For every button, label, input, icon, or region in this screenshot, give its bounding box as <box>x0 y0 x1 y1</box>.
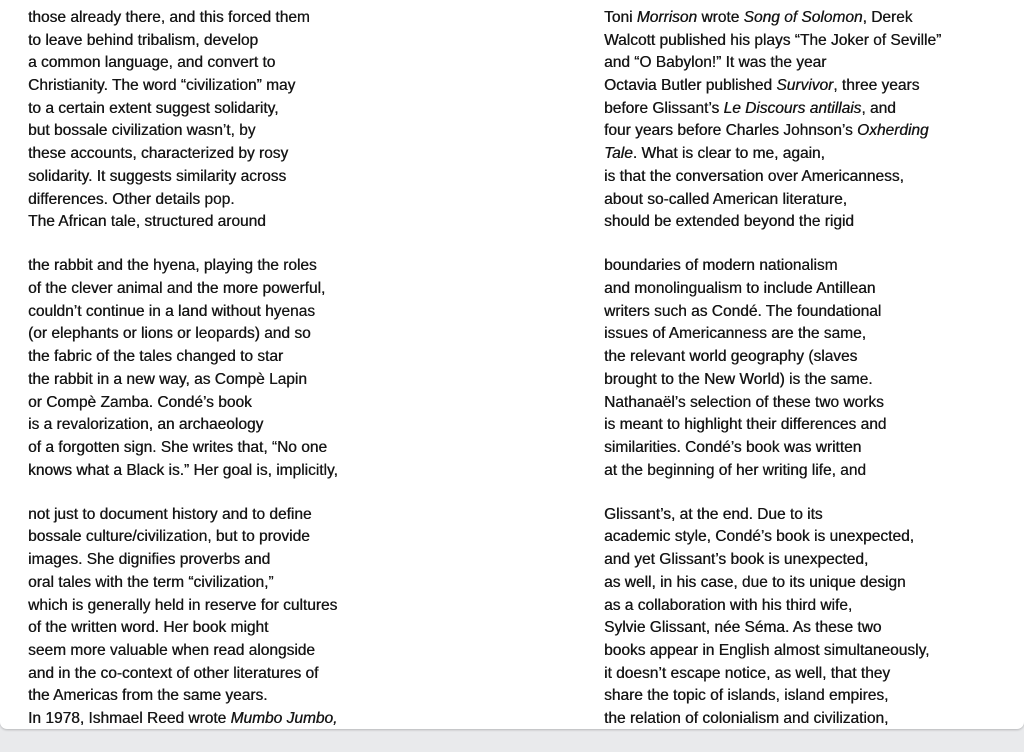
text-segment: these accounts, characterized by rosy <box>28 145 289 163</box>
text-line <box>604 685 941 708</box>
text-line <box>604 392 941 415</box>
text-segment: a common language, and convert to <box>28 54 276 72</box>
text-line <box>28 663 338 686</box>
text-segment: those already there, and this forced them <box>28 9 310 26</box>
text-line <box>28 504 338 527</box>
text-line <box>28 708 338 731</box>
text-line <box>604 414 941 437</box>
text-segment: , and <box>861 99 896 117</box>
text-line <box>604 278 941 301</box>
text-segment: solidarity. It suggests similarity across <box>28 167 287 185</box>
text-line <box>28 392 338 415</box>
text-segment: (or elephants or lions or leopards) and so <box>28 325 311 343</box>
text-segment: should be extended beyond the rigid <box>604 213 854 231</box>
text-line <box>28 323 338 346</box>
text-segment: of a forgotten sign. She writes that, “No one <box>28 438 327 456</box>
text-segment: or Compè Zamba. Condé’s book <box>28 393 252 411</box>
text-segment: as a collaboration with his third wife, <box>604 596 853 614</box>
text-segment: the relevant world geography (slaves <box>604 348 858 366</box>
paragraph <box>604 7 941 234</box>
text-line <box>28 346 338 369</box>
text-segment: Octavia Butler published <box>604 77 777 95</box>
paragraph <box>28 504 338 731</box>
text-line <box>604 437 941 460</box>
text-segment: is a revalorization, an archaeology <box>28 416 264 434</box>
text-line <box>604 98 941 121</box>
text-line <box>604 166 941 189</box>
paragraph <box>28 255 338 482</box>
text-line <box>604 7 941 30</box>
text-segment: at the beginning of her writing life, and <box>604 461 866 479</box>
text-line <box>604 30 941 53</box>
text-segment: and monolingualism to include Antillean <box>604 280 876 298</box>
paragraph <box>604 255 941 482</box>
italic-text-segment: Morrison <box>636 9 698 26</box>
text-segment: before Glissant’s <box>604 99 724 117</box>
text-segment: images. She dignifies proverbs and <box>28 551 271 569</box>
text-segment: and in the co-context of other literatures of <box>28 664 319 682</box>
text-line <box>28 30 338 53</box>
italic-text-segment: Survivor <box>776 77 834 95</box>
text-segment: In 1978, Ishmael Reed wrote <box>28 709 231 727</box>
italic-text-segment: Le Discours antillais <box>723 99 862 117</box>
text-segment: to leave behind tribalism, develop <box>28 31 259 49</box>
text-line <box>604 323 941 346</box>
text-line <box>28 98 338 121</box>
text-segment: and “O Babylon!” It was the year <box>604 54 827 72</box>
text-line <box>28 255 338 278</box>
text-line <box>604 52 941 75</box>
text-segment: but bossale civilization wasn’t, by <box>28 122 256 140</box>
text-segment: of the written word. Her book might <box>28 619 269 637</box>
text-line <box>28 685 338 708</box>
text-segment: , three years <box>833 77 920 95</box>
text-line <box>28 595 338 618</box>
text-line <box>28 617 338 640</box>
text-column-right <box>604 7 941 752</box>
text-segment: Toni <box>604 9 637 26</box>
text-line <box>28 7 338 30</box>
text-segment: Walcott published his plays “The Joker of Seville” <box>604 31 942 49</box>
text-segment: The African tale, structured around <box>28 213 266 231</box>
italic-text-segment: Tale <box>604 145 633 163</box>
text-segment: not just to document history and to define <box>28 505 312 523</box>
text-segment: is that the conversation over Americanness, <box>604 167 904 185</box>
text-line <box>604 143 941 166</box>
text-line <box>28 211 338 234</box>
text-line <box>604 460 941 483</box>
text-line <box>28 75 338 98</box>
text-segment: Sylvie Glissant, née Séma. As these two <box>604 619 882 637</box>
text-line <box>604 572 941 595</box>
italic-text-segment: Song of Solomon <box>743 9 863 26</box>
text-line <box>28 460 338 483</box>
text-line <box>604 189 941 212</box>
text-segment: it doesn’t escape notice, as well, that they <box>604 664 891 682</box>
text-segment: the fabric of the tales changed to star <box>28 348 284 366</box>
text-line <box>604 346 941 369</box>
text-segment: to a certain extent suggest solidarity, <box>28 99 279 117</box>
paragraph <box>604 504 941 731</box>
text-segment: share the topic of islands, island empires, <box>604 687 889 705</box>
text-line <box>604 255 941 278</box>
text-line <box>28 52 338 75</box>
text-segment: Glissant’s, at the end. Due to its <box>604 505 823 523</box>
text-segment: the rabbit in a new way, as Compè Lapin <box>28 370 307 388</box>
text-segment: boundaries of modern nationalism <box>604 257 838 275</box>
text-line <box>604 120 941 143</box>
text-line <box>604 663 941 686</box>
text-line <box>604 549 941 572</box>
text-segment: oral tales with the term “civilization,” <box>28 573 274 591</box>
text-line <box>28 120 338 143</box>
paragraph <box>28 7 338 234</box>
text-line <box>604 211 941 234</box>
text-line <box>604 301 941 324</box>
text-segment: . What is clear to me, again, <box>632 145 825 163</box>
text-line <box>604 369 941 392</box>
text-line <box>604 640 941 663</box>
text-line <box>604 708 941 731</box>
text-segment: is meant to highlight their differences and <box>604 416 887 434</box>
text-segment: of the clever animal and the more powerful, <box>28 280 326 298</box>
text-segment: which is generally held in reserve for cultures <box>28 596 338 614</box>
text-segment: issues of Americanness are the same, <box>604 325 866 343</box>
text-segment: Nathanaël’s selection of these two works <box>604 393 884 411</box>
text-line <box>28 278 338 301</box>
text-segment: writers such as Condé. The foundational <box>604 302 882 320</box>
text-line <box>28 166 338 189</box>
text-line <box>28 143 338 166</box>
text-segment: about so-called American literature, <box>604 190 847 208</box>
text-segment: books appear in English almost simultaneously, <box>604 641 930 659</box>
italic-text-segment: Oxherding <box>857 122 929 140</box>
text-line <box>28 301 338 324</box>
text-segment: seem more valuable when read alongside <box>28 641 315 659</box>
text-line <box>604 504 941 527</box>
text-line <box>28 572 338 595</box>
text-segment: and yet Glissant’s book is unexpected, <box>604 551 869 569</box>
text-line <box>28 437 338 460</box>
text-line <box>28 414 338 437</box>
text-segment: the rabbit and the hyena, playing the roles <box>28 257 317 275</box>
text-segment: knows what a Black is.” Her goal is, implicitly, <box>28 461 338 479</box>
text-column-left <box>28 7 338 752</box>
text-segment: wrote <box>697 9 744 26</box>
text-line <box>604 595 941 618</box>
text-segment: couldn’t continue in a land without hyenas <box>28 302 315 320</box>
text-line <box>604 526 941 549</box>
text-segment: brought to the New World) is the same. <box>604 370 873 388</box>
text-segment: differences. Other details pop. <box>28 190 235 208</box>
text-segment: Christianity. The word “civilization” may <box>28 77 296 95</box>
text-line <box>28 549 338 572</box>
text-segment: similarities. Condé’s book was written <box>604 438 862 456</box>
text-line <box>28 640 338 663</box>
text-segment: the Americas from the same years. <box>28 687 268 705</box>
text-line <box>28 189 338 212</box>
text-segment: the relation of colonialism and civilization, <box>604 709 889 727</box>
text-line <box>28 526 338 549</box>
text-segment: academic style, Condé’s book is unexpected, <box>604 528 914 546</box>
italic-text-segment: Mumbo Jumbo, <box>230 709 338 727</box>
text-segment: , Derek <box>862 9 913 26</box>
text-segment: as well, in his case, due to its unique design <box>604 573 906 591</box>
text-segment: bossale culture/civilization, but to provide <box>28 528 310 546</box>
text-line <box>28 369 338 392</box>
text-line <box>604 75 941 98</box>
text-line <box>604 617 941 640</box>
text-segment: four years before Charles Johnson’s <box>604 122 858 140</box>
